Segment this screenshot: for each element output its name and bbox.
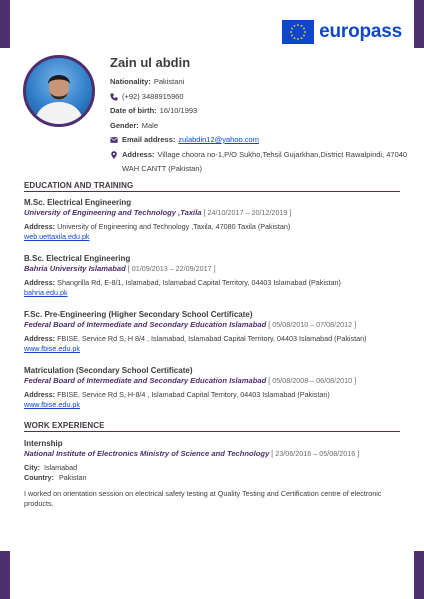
email-link[interactable]: zulabdin12@yahoo.com	[178, 135, 259, 144]
education-address-label: Address:	[24, 390, 56, 399]
envelope-icon	[110, 136, 118, 144]
europass-logo	[282, 20, 402, 44]
education-org: University of Engineering and Technology ,Taxila	[24, 208, 202, 217]
education-org: Bahria University Islamabad	[24, 264, 126, 273]
address-label: Address:	[122, 149, 155, 159]
education-website-link[interactable]: www.fbise.edu.pk	[24, 400, 80, 409]
education-address-label: Address:	[24, 278, 56, 287]
nationality-row	[110, 75, 410, 90]
address-line1: Village choora no-1,P/O Sukho,Tehsil Gujarkhan,District Rawalpindi, 47040	[157, 149, 408, 159]
eu-flag-icon	[282, 20, 314, 44]
gender-label: Gender:	[110, 120, 139, 130]
education-dates: [ 05/08/2008 – 06/08/2010 ]	[268, 376, 357, 385]
work-city: Islamabad	[43, 463, 78, 472]
education-dates: [ 05/08/2010 – 07/08/2012 ]	[268, 320, 357, 329]
work-city-label: City:	[24, 463, 40, 472]
europass-wordmark: europass	[319, 21, 402, 42]
dob-label: Date of birth:	[110, 106, 157, 115]
work-title: Internship	[24, 439, 63, 448]
corner-bar-bottom-left	[0, 551, 10, 599]
education-entry	[24, 198, 400, 242]
education-title: Matriculation (Secondary School Certificate)	[24, 366, 193, 375]
education-entry	[24, 254, 400, 298]
address-line2: WAH CANTT (Pakistan)	[122, 164, 203, 173]
education-address: Shangrilla Rd, E-8/1, Islamabad, Islamabad Capital Territory, 04403 Islamabad (Pakistan)	[57, 278, 341, 287]
corner-bar-top-right	[414, 0, 424, 48]
education-website-link[interactable]: web.uettaxila.edu.pk	[24, 232, 90, 241]
location-pin-icon	[110, 151, 118, 159]
dob-row	[110, 104, 410, 119]
profile-photo	[23, 55, 95, 127]
education-entry	[24, 366, 400, 410]
education-title: B.Sc. Electrical Engineering	[24, 254, 131, 263]
work-country: Pakistan	[58, 473, 87, 482]
education-org: Federal Board of Intermediate and Secondary Education Islamabad	[24, 376, 267, 385]
phone-icon	[110, 93, 118, 101]
nationality-label: Nationality:	[110, 77, 151, 86]
gender-row	[110, 119, 410, 134]
education-address: FBISE, Service Rd S, H-8/4 , Islamabad Capital Territory, 04403 Islamabad (Pakistan)	[57, 390, 330, 399]
education-address: FBISE, Service Rd S, H 8/4 , Islamabad, Islamabad Capital Territory, 04403 Islamabad (Pakistan)	[57, 334, 367, 343]
education-address-label: Address:	[24, 334, 56, 343]
education-address: University of Engineering and Technology ,Taxila, 47080 Taxila (Pakistan)	[57, 222, 291, 231]
education-title: M.Sc. Electrical Engineering	[24, 198, 132, 207]
phone-row	[110, 90, 410, 105]
dob-value: 16/10/1993	[159, 106, 198, 115]
corner-bar-top-left	[0, 0, 10, 48]
nationality-value: Pakistani	[153, 77, 185, 86]
work-section-title: WORK EXPERIENCE	[24, 421, 400, 432]
work-country-label: Country:	[24, 473, 54, 482]
address-row	[110, 148, 410, 163]
education-org: Federal Board of Intermediate and Secondary Education Islamabad	[24, 320, 267, 329]
gender-value: Male	[141, 120, 159, 130]
education-dates: [ 24/10/2017 – 20/12/2019 ]	[203, 208, 292, 217]
work-org: National Institute of Electronics Ministry of Science and Technology	[24, 449, 270, 458]
education-title: F.Sc. Pre-Engineering (Higher Secondary School Certificate)	[24, 310, 253, 319]
education-dates: [ 01/09/2013 – 22/09/2017 ]	[127, 264, 216, 273]
education-website-link[interactable]: bahria.edu.pk	[24, 288, 68, 297]
corner-bar-bottom-right	[414, 551, 424, 599]
email-label: Email address:	[122, 135, 176, 144]
personal-info	[110, 55, 410, 177]
education-section-title: EDUCATION AND TRAINING	[24, 181, 400, 192]
work-entry	[24, 439, 400, 509]
work-description: I worked on orientation session on electrical safety testing at Quality Testing and Certification centre of electronic products.	[24, 489, 382, 508]
education-entry	[24, 310, 400, 354]
phone-value: (+92) 3488915960	[122, 91, 184, 101]
candidate-name: Zain ul abdin	[110, 55, 191, 70]
email-row	[110, 133, 410, 148]
work-dates: [ 23/06/2016 – 05/08/2016 ]	[271, 449, 360, 458]
education-address-label: Address:	[24, 222, 56, 231]
education-website-link[interactable]: www.fbise.edu.pk	[24, 344, 80, 353]
